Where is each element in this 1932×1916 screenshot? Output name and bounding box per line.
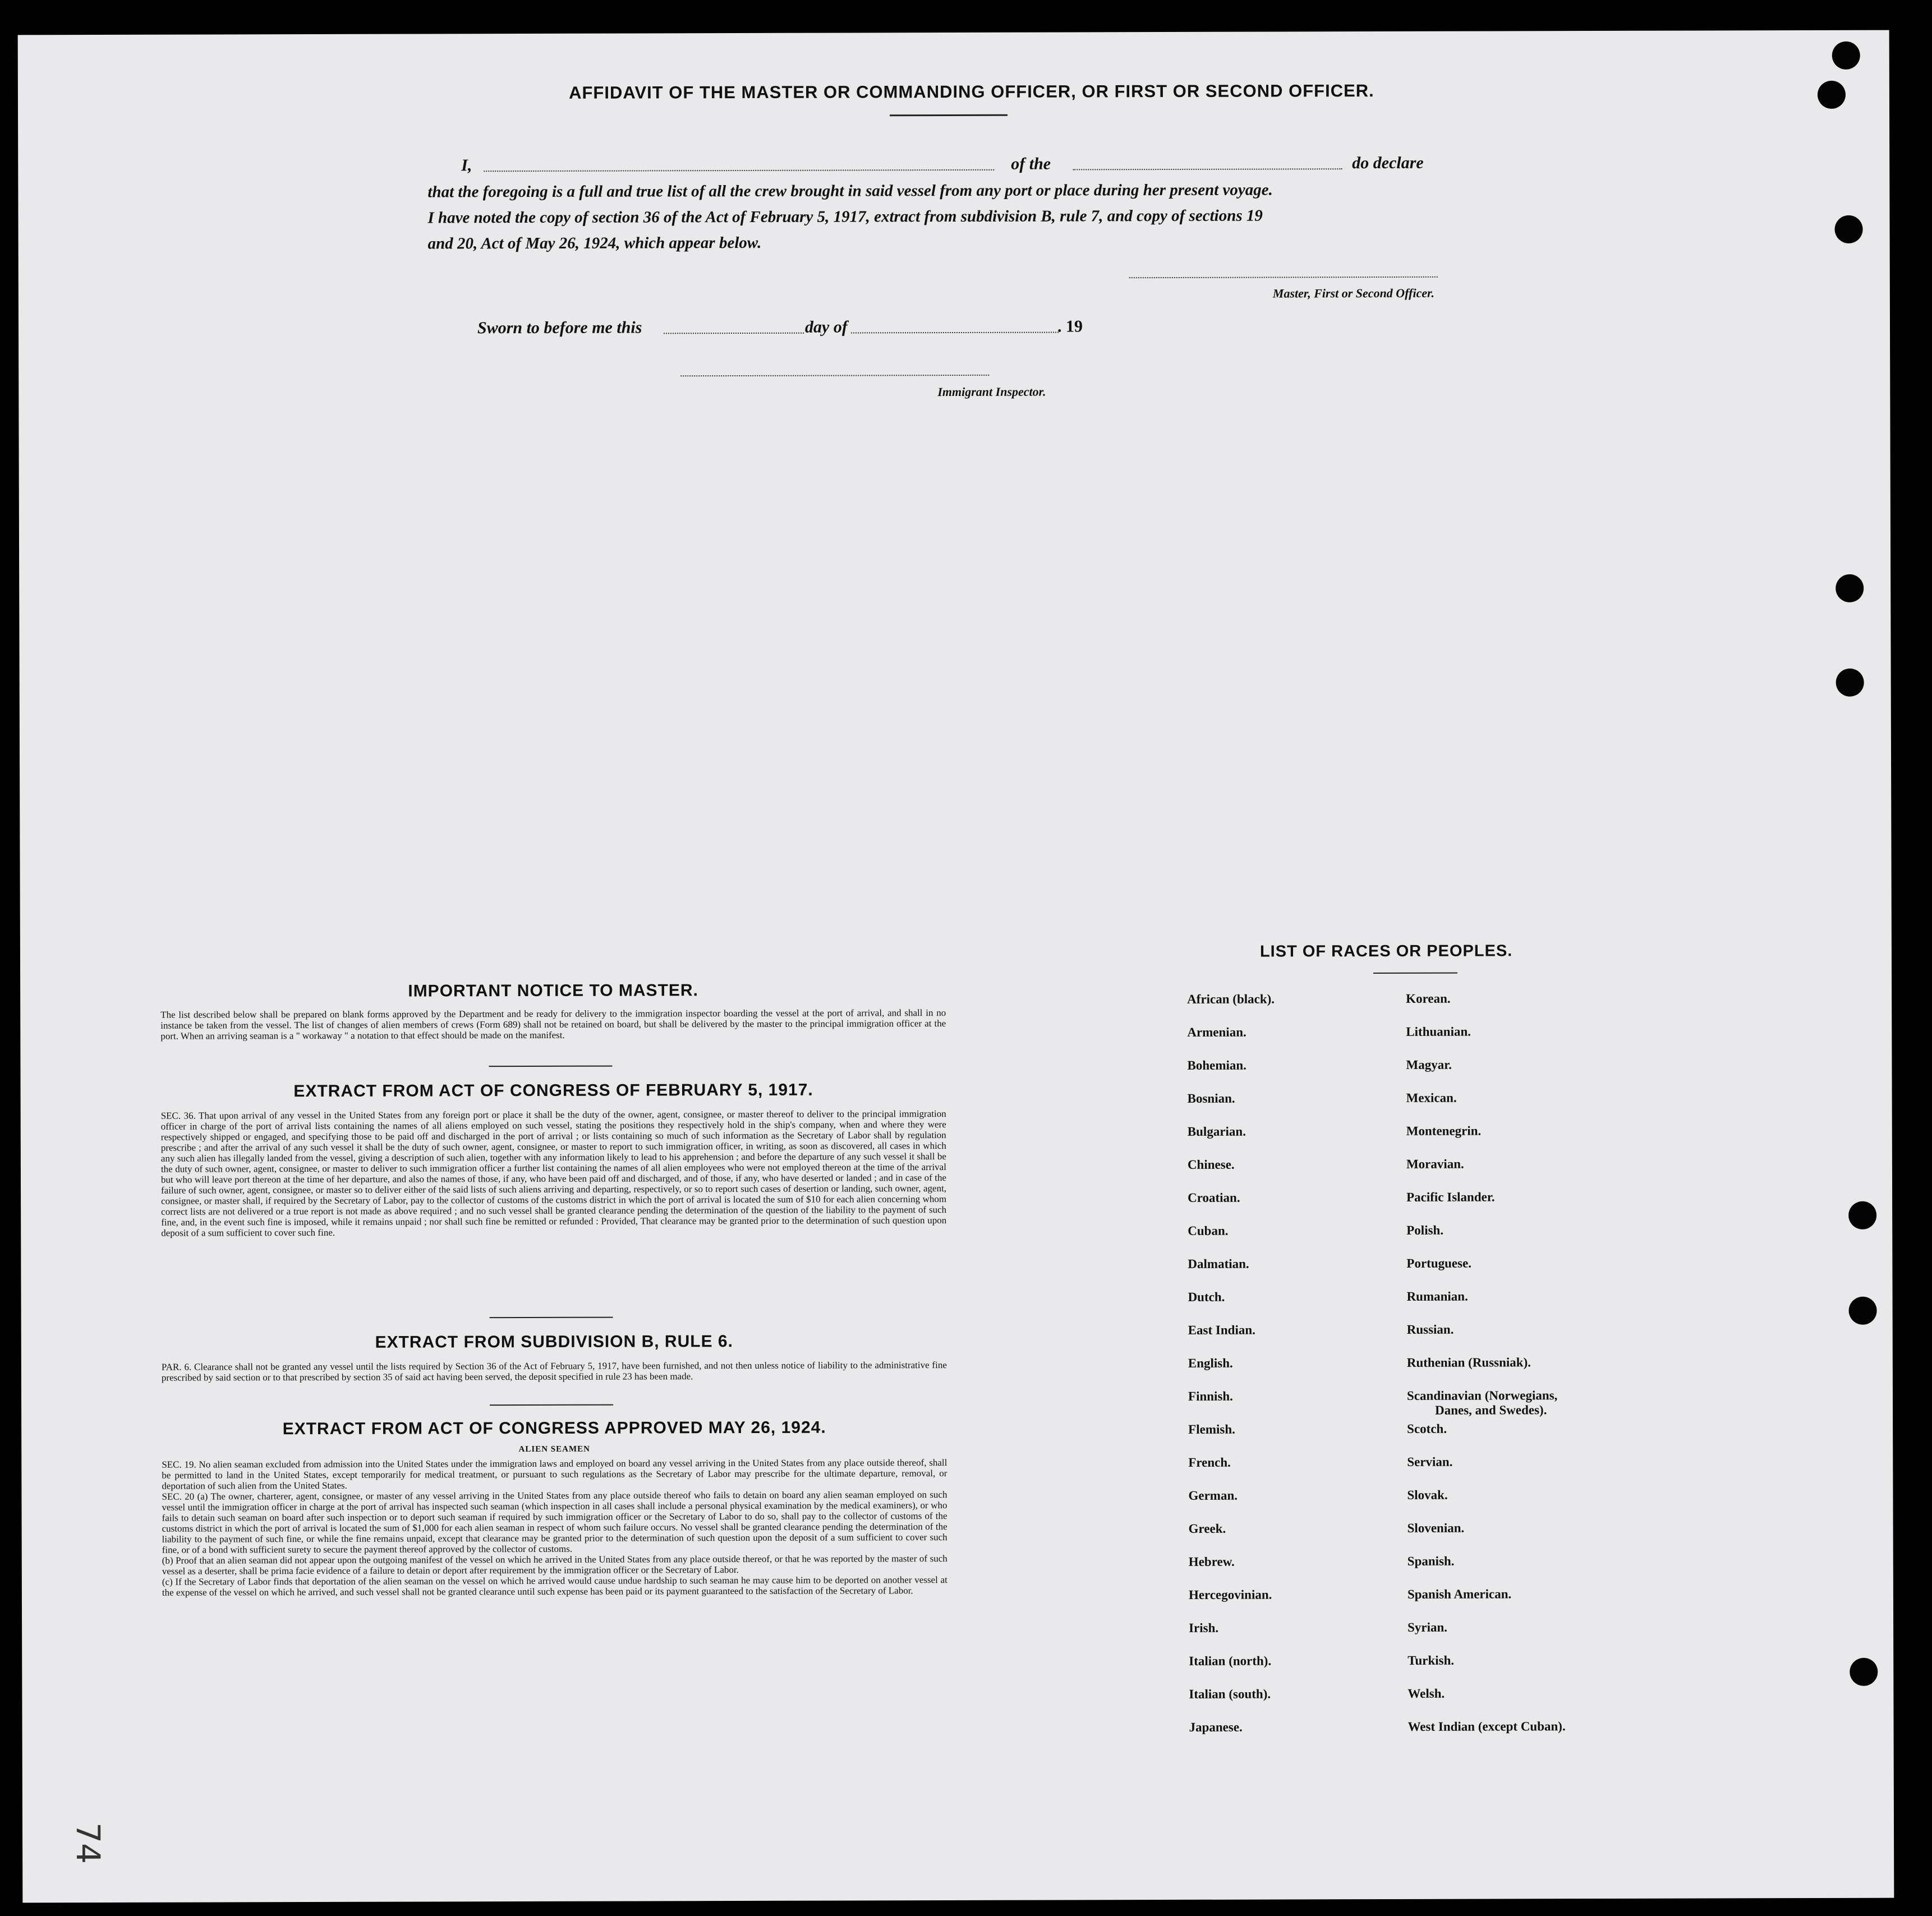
race-item: Welsh. [1407, 1686, 1445, 1701]
race-item: Russian. [1406, 1322, 1454, 1337]
sworn-day-of: day of [804, 317, 848, 337]
punch-hole [1836, 574, 1864, 602]
race-item: Portuguese. [1406, 1256, 1472, 1270]
race-item: Greek. [1188, 1521, 1226, 1536]
master-caption: Master, First or Second Officer. [1272, 285, 1434, 301]
race-item: Irish. [1189, 1620, 1219, 1635]
affidavit-line-4: and 20, Act of May 26, 1924, which appear below. [427, 233, 762, 253]
race-item-multiline [1407, 1388, 1643, 1422]
race-item-continuation: Danes, and Swedes). [1435, 1403, 1547, 1417]
race-item: African (black). [1187, 992, 1275, 1006]
race-item: Armenian. [1187, 1025, 1246, 1039]
punch-hole [1850, 1658, 1878, 1686]
race-item: Italian (north). [1189, 1654, 1272, 1668]
race-item: Bulgarian. [1187, 1124, 1246, 1139]
document-sheet [18, 30, 1894, 1903]
race-item: Japanese. [1189, 1720, 1243, 1734]
extract-1924-subtitle: ALIEN SEAMEN [518, 1444, 590, 1454]
handwritten-page-number: 74 [68, 1822, 108, 1864]
race-item: Cuban. [1188, 1223, 1229, 1238]
punch-hole [1836, 669, 1864, 697]
races-title: LIST OF RACES OR PEOPLES. [1259, 942, 1513, 961]
extract-1917-body: SEC. 36. That upon arrival of any vessel in the United States from any foreign port or place it shall be the duty of the owner, agent, consignee, or master thereof to deliver to the principal immigration officer in charge of the port of arrival lists containing the names of all aliens employed on such vessel, stating the positions they respectively hold in the ship's company, when and where they were respectively shipped or engaged, and specifying those to be paid off and discharged in the port of arrival ; or lists containing so much of such information as the Secretary of Labor shall by regulation prescribe ; and after the arrival of any such vessel it shall be the duty of such owner, agent, consignee, or master to report to such immigration officer, in writing, as soon as discovered, all cases in which any such alien has illegally landed from the vessel, giving a description of such alien, together with any information likely to lead to his apprehension ; and before the departure of any such vessel it shall be the duty of such owner, agent, consignee, or master to deliver to such immigration officer a further list containing the names of all alien employees who were not employed thereon at the time of the arrival but who will leave port thereon at the time of her departure, and also the names of those, if any, who have been paid off and discharged, and of those, if any, who have deserted or landed ; and in case of the failure of such owner, agent, consignee, or master so to deliver either of the said lists of such aliens arriving and departing, respectively, or so to report such cases of desertion or landing, such owner, agent, consignee, or master shall, if required by the Secretary of Labor, pay to the collector of customs of the customs district in which the port of arrival is located the sum of $10 for each alien concerning whom correct lists are not delivered or a true report is not made as above required ; and no such vessel shall be granted clearance pending the determination of the question of the liability to the payment of such fine, and, in the event such fine is imposed, while it remains unpaid ; nor shall such fine be remitted or refunded : Provided, That clearance may be granted prior to the determination of such question upon deposit of a sum sufficient to cover such fine. [160, 1108, 947, 1238]
affidavit-line-2: that the foregoing is a full and true list of all the crew brought in said vessel from any port or place during her present voyage. [427, 181, 1273, 201]
race-item: Ruthenian (Russniak). [1406, 1355, 1531, 1370]
extract-1924-title: EXTRACT FROM ACT OF CONGRESS APPROVED MAY 26, 1924. [282, 1418, 826, 1439]
punch-hole [1818, 81, 1846, 109]
race-item: Servian. [1407, 1454, 1453, 1469]
sworn-prefix: Sworn to before me this [477, 318, 642, 338]
race-item: Moravian. [1406, 1157, 1464, 1171]
race-item: Finnish. [1188, 1389, 1233, 1403]
punch-hole [1832, 42, 1860, 70]
race-item: Lithuanian. [1406, 1024, 1471, 1039]
sworn-year: . 19 [1057, 317, 1083, 336]
races-left-column [1187, 992, 1380, 1753]
vessel-blank [1073, 168, 1342, 170]
notice-title: IMPORTANT NOTICE TO MASTER. [408, 981, 698, 1001]
race-item: German. [1188, 1488, 1238, 1503]
sec-20b-text: (b) Proof that an alien seaman did not appear upon the outgoing manifest of the vessel on which he arrived in the United States from any place outside thereof, or that he was reported by the master of such vessel as a deserter, shall be prima facie evidence of a failure to detain or deport after requirement by the immigration officer or the Secretary of Labor. [162, 1553, 947, 1577]
race-item: Mexican. [1406, 1090, 1457, 1105]
master-signature-line [1129, 277, 1438, 278]
affidavit-line-3: I have noted the copy of section 36 of the Act of February 5, 1917, extract from subdivision B, rule 7, and copy of sections 19 [427, 206, 1263, 227]
extract-1917-divider [490, 1317, 613, 1319]
race-item: Slovak. [1407, 1487, 1448, 1502]
sec-19-text: SEC. 19. No alien seaman excluded from admission into the United States under the immigration laws and employed on board any vessel arriving in the United States from any place outside thereof, shall be permitted to land in the United States, except temporarily for medical treatment, or pursuant to such regulations as the Secretary of Labor may prescribe for the ultimate departure, removal, or deportation of such alien from the United States. [162, 1457, 947, 1491]
affidavit-declare: do declare [1352, 153, 1424, 173]
race-item: Hebrew. [1188, 1554, 1235, 1569]
race-item: Korean. [1406, 991, 1451, 1006]
race-item: Polish. [1406, 1223, 1444, 1237]
extract-1917-title: EXTRACT FROM ACT OF CONGRESS OF FEBRUARY 5, 1917. [293, 1080, 813, 1101]
name-blank [484, 169, 994, 172]
race-item: Bohemian. [1187, 1058, 1246, 1072]
sec-20a-text: SEC. 20 (a) The owner, charterer, agent, consignee, or master of any vessel arriving in the United States from any place outside thereof who fails to detain on board any alien seaman employed on such vessel until the immigration officer in charge at the port of arrival has inspected such seaman (which inspection in all cases shall include a personal physical examination by the medical examiners), or who fails to detain such seaman on board after such inspection or to deport such seaman if required by such immigration officer or the Secretary of Labor to do so, shall pay to the collector of customs of the customs district in which the port of arrival is located the sum of $1,000 for each alien seaman in respect of whom such failure occurs. No vessel shall be granted clearance pending the determination of the liability to the payment of such fine, or while the fine remains unpaid, except that clearance may be granted prior to the determination of such question upon the deposit of a sum sufficient to cover such fine, or of a bond with sufficient surety to secure the payment thereof approved by the collector of customs. [162, 1489, 947, 1555]
race-item: Spanish. [1407, 1554, 1455, 1568]
race-item: Syrian. [1407, 1620, 1448, 1634]
race-item: Croatian. [1188, 1190, 1240, 1205]
inspector-caption: Immigrant Inspector. [937, 384, 1046, 399]
race-item: West Indian (except Cuban). [1407, 1719, 1566, 1734]
race-item: Scandinavian (Norwegians, [1406, 1388, 1558, 1403]
race-item: Scotch. [1407, 1421, 1447, 1436]
race-item: Turkish. [1407, 1653, 1455, 1668]
race-item: Spanish American. [1407, 1587, 1512, 1601]
race-item: Italian (south). [1189, 1687, 1271, 1701]
punch-hole [1834, 215, 1862, 243]
race-item: Slovenian. [1407, 1521, 1465, 1535]
extract-1924-body [162, 1457, 947, 1598]
races-right-column [1406, 991, 1644, 1753]
race-item: Hercegovinian. [1188, 1587, 1272, 1602]
race-item: French. [1188, 1455, 1231, 1470]
race-item: Rumanian. [1406, 1289, 1468, 1304]
sec-20c-text: (c) If the Secretary of Labor finds that deportation of the alien seaman on the vessel on which he arrived would cause undue hardship to such seaman he may cause him to be deported on another vessel at the expense of the vessel on which he arrived, and such vessel shall not be granted clearance until such expense has been paid or its payment guaranteed to the satisfaction of the Secretary of Labor. [162, 1574, 947, 1598]
rule6-title: EXTRACT FROM SUBDIVISION B, RULE 6. [375, 1332, 733, 1352]
sworn-month-blank [851, 332, 1059, 334]
race-item: Magyar. [1406, 1057, 1452, 1072]
notice-divider [489, 1066, 612, 1067]
rule6-divider [490, 1404, 613, 1406]
title-underline [890, 114, 1008, 117]
punch-hole [1848, 1201, 1876, 1229]
punch-hole [1849, 1297, 1877, 1325]
race-item: Pacific Islander. [1406, 1190, 1495, 1204]
races-title-underline [1373, 973, 1457, 974]
affidavit-of-the: of the [1011, 154, 1051, 173]
race-item: Dutch. [1188, 1289, 1225, 1304]
race-item: Dalmatian. [1188, 1256, 1249, 1271]
race-item: English. [1188, 1356, 1233, 1370]
rule6-body: PAR. 6. Clearance shall not be granted any vessel until the lists required by Section 36 of the Act of February 5, 1917, have been furnished, and not then unless notice of liability to the administrative fine prescribed by said section or to that prescribed by section 35 of said act having been served, the deposit specified in rule 23 has been made. [161, 1360, 947, 1383]
notice-body: The list described below shall be prepared on blank forms approved by the Department and be ready for delivery to the immigration inspector boarding the vessel at the port of arrival, and shall in no instance be taken from the vessel. The list of changes of alien members of crews (Form 689) shall not be retained on board, but shall be delivered by the master to the principal immigration officer at the port. When an arriving seaman is a " workaway " a notation to that effect should be made on the manifest. [160, 1007, 946, 1042]
race-item: Montenegrin. [1406, 1123, 1482, 1138]
inspector-signature-line [680, 375, 989, 376]
sworn-day-blank [664, 333, 804, 334]
race-item: Chinese. [1187, 1157, 1235, 1172]
affidavit-title: AFFIDAVIT OF THE MASTER OR COMMANDING OFFICER, OR FIRST OR SECOND OFFICER. [569, 81, 1374, 103]
race-item: East Indian. [1188, 1323, 1255, 1337]
race-item: Bosnian. [1187, 1091, 1235, 1106]
affidavit-i: I, [461, 156, 472, 175]
race-item: Flemish. [1188, 1422, 1235, 1436]
